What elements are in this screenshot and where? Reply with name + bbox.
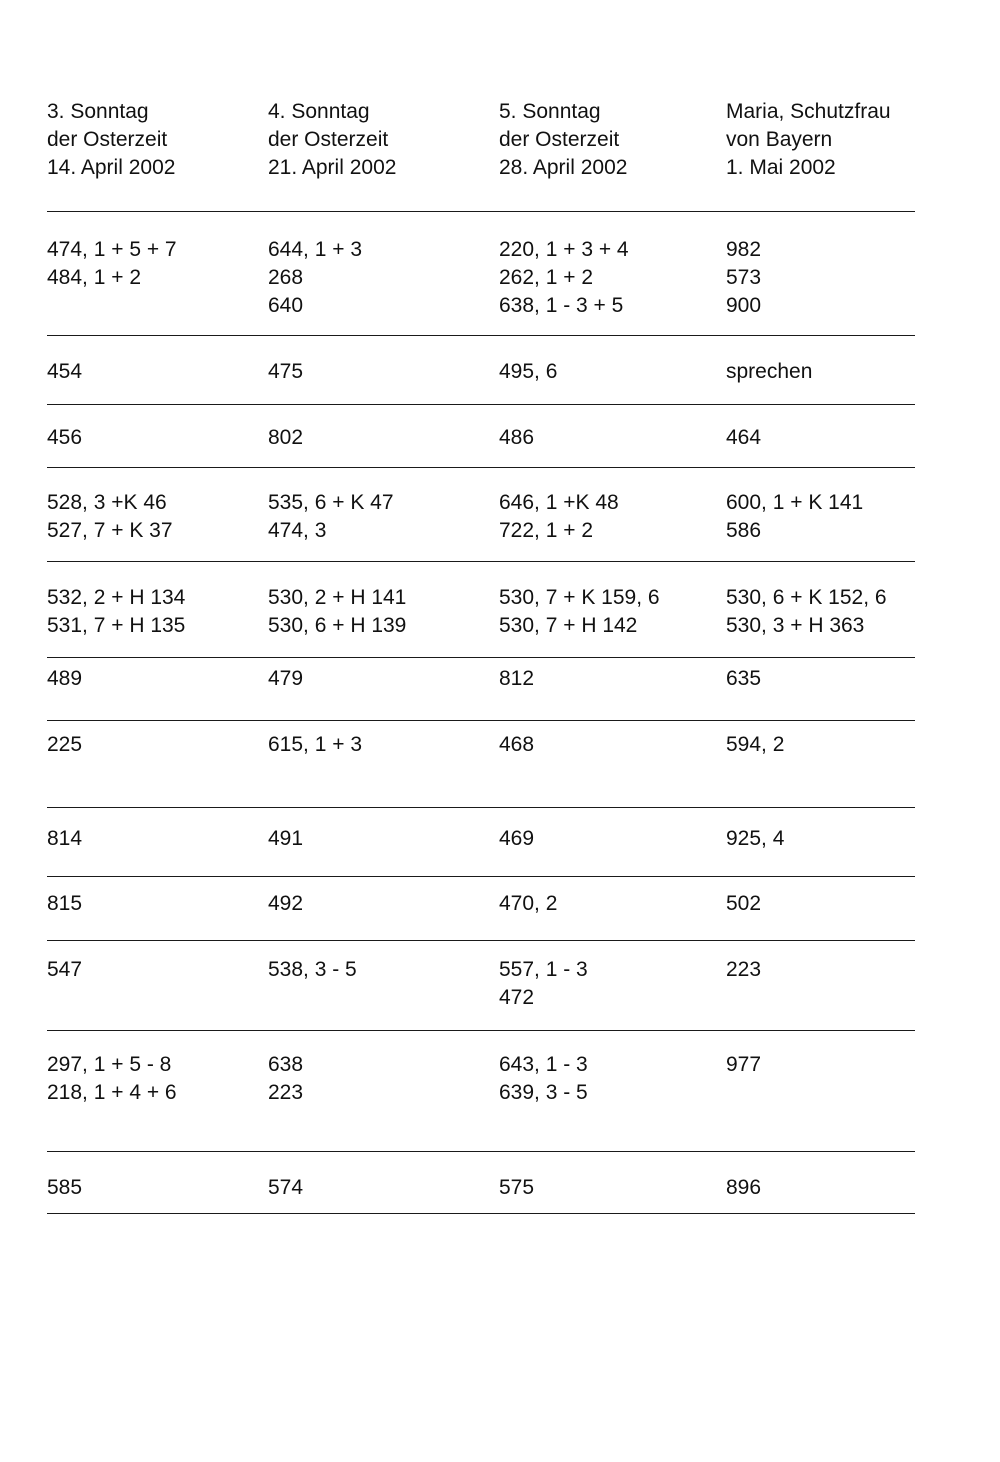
table-cell: 925, 4 bbox=[726, 827, 785, 850]
row-divider bbox=[47, 807, 915, 808]
table-cell: 639, 3 - 5 bbox=[499, 1081, 588, 1104]
table-cell: 638, 1 - 3 + 5 bbox=[499, 294, 624, 317]
table-cell: 223 bbox=[726, 958, 762, 981]
header-cell: Maria, Schutzfrau bbox=[726, 100, 891, 123]
row-divider bbox=[47, 876, 915, 877]
row-divider bbox=[47, 561, 915, 562]
table-cell: 474, 1 + 5 + 7 bbox=[47, 238, 177, 261]
table-cell: 638 bbox=[268, 1053, 304, 1076]
table-cell: 489 bbox=[47, 667, 83, 690]
table-cell: 722, 1 + 2 bbox=[499, 519, 593, 542]
table-cell: 454 bbox=[47, 360, 83, 383]
table-cell: 528, 3 +K 46 bbox=[47, 491, 167, 514]
table-cell: 530, 7 + H 142 bbox=[499, 614, 638, 637]
row-divider bbox=[47, 404, 915, 405]
header-cell: der Osterzeit bbox=[499, 128, 620, 151]
table-cell: 474, 3 bbox=[268, 519, 327, 542]
header-cell: der Osterzeit bbox=[268, 128, 389, 151]
table-cell: 643, 1 - 3 bbox=[499, 1053, 588, 1076]
table-cell: 557, 1 - 3 bbox=[499, 958, 588, 981]
header-cell: 28. April 2002 bbox=[499, 156, 628, 179]
table-cell: sprechen bbox=[726, 360, 813, 383]
row-divider bbox=[47, 1030, 915, 1031]
table-cell: 218, 1 + 4 + 6 bbox=[47, 1081, 177, 1104]
table-cell: 585 bbox=[47, 1176, 83, 1199]
table-cell: 814 bbox=[47, 827, 83, 850]
table-cell: 456 bbox=[47, 426, 83, 449]
row-divider bbox=[47, 335, 915, 336]
header-cell: 3. Sonntag bbox=[47, 100, 149, 123]
table-cell: 977 bbox=[726, 1053, 762, 1076]
row-divider bbox=[47, 467, 915, 468]
table-cell: 802 bbox=[268, 426, 304, 449]
table-cell: 573 bbox=[726, 266, 762, 289]
table-cell: 646, 1 +K 48 bbox=[499, 491, 619, 514]
table-cell: 574 bbox=[268, 1176, 304, 1199]
table-cell: 575 bbox=[499, 1176, 535, 1199]
table-cell: 531, 7 + H 135 bbox=[47, 614, 186, 637]
table-cell: 538, 3 - 5 bbox=[268, 958, 357, 981]
table-cell: 530, 3 + H 363 bbox=[726, 614, 865, 637]
row-divider bbox=[47, 720, 915, 721]
table-cell: 547 bbox=[47, 958, 83, 981]
table-cell: 223 bbox=[268, 1081, 304, 1104]
table-cell: 225 bbox=[47, 733, 83, 756]
table-cell: 492 bbox=[268, 892, 304, 915]
table-cell: 812 bbox=[499, 667, 535, 690]
header-cell: 1. Mai 2002 bbox=[726, 156, 836, 179]
table-cell: 530, 6 + H 139 bbox=[268, 614, 407, 637]
table-cell: 297, 1 + 5 - 8 bbox=[47, 1053, 172, 1076]
row-divider bbox=[47, 1151, 915, 1152]
table-cell: 475 bbox=[268, 360, 304, 383]
table-cell: 644, 1 + 3 bbox=[268, 238, 362, 261]
table-cell: 815 bbox=[47, 892, 83, 915]
table-cell: 586 bbox=[726, 519, 762, 542]
table-cell: 486 bbox=[499, 426, 535, 449]
header-cell: der Osterzeit bbox=[47, 128, 168, 151]
table-cell: 470, 2 bbox=[499, 892, 558, 915]
table-cell: 527, 7 + K 37 bbox=[47, 519, 173, 542]
table-cell: 484, 1 + 2 bbox=[47, 266, 141, 289]
table-cell: 900 bbox=[726, 294, 762, 317]
table-cell: 464 bbox=[726, 426, 762, 449]
table-cell: 468 bbox=[499, 733, 535, 756]
header-cell: 4. Sonntag bbox=[268, 100, 370, 123]
table-cell: 532, 2 + H 134 bbox=[47, 586, 186, 609]
table-cell: 479 bbox=[268, 667, 304, 690]
header-cell: 21. April 2002 bbox=[268, 156, 397, 179]
table-cell: 491 bbox=[268, 827, 304, 850]
row-divider bbox=[47, 211, 915, 212]
table-cell: 615, 1 + 3 bbox=[268, 733, 362, 756]
table-cell: 502 bbox=[726, 892, 762, 915]
table-cell: 530, 7 + K 159, 6 bbox=[499, 586, 660, 609]
table-cell: 530, 2 + H 141 bbox=[268, 586, 407, 609]
table-cell: 640 bbox=[268, 294, 304, 317]
table-cell: 262, 1 + 2 bbox=[499, 266, 593, 289]
table-cell: 896 bbox=[726, 1176, 762, 1199]
table-cell: 469 bbox=[499, 827, 535, 850]
row-divider bbox=[47, 940, 915, 941]
row-divider bbox=[47, 1213, 915, 1214]
table-cell: 594, 2 bbox=[726, 733, 785, 756]
header-cell: 5. Sonntag bbox=[499, 100, 601, 123]
table-cell: 635 bbox=[726, 667, 762, 690]
table-cell: 982 bbox=[726, 238, 762, 261]
row-divider bbox=[47, 657, 915, 658]
header-cell: 14. April 2002 bbox=[47, 156, 176, 179]
table-cell: 268 bbox=[268, 266, 304, 289]
header-cell: von Bayern bbox=[726, 128, 833, 151]
table-cell: 472 bbox=[499, 986, 535, 1009]
table-cell: 530, 6 + K 152, 6 bbox=[726, 586, 887, 609]
table-cell: 535, 6 + K 47 bbox=[268, 491, 394, 514]
table-cell: 495, 6 bbox=[499, 360, 558, 383]
table-cell: 600, 1 + K 141 bbox=[726, 491, 864, 514]
table-cell: 220, 1 + 3 + 4 bbox=[499, 238, 629, 261]
